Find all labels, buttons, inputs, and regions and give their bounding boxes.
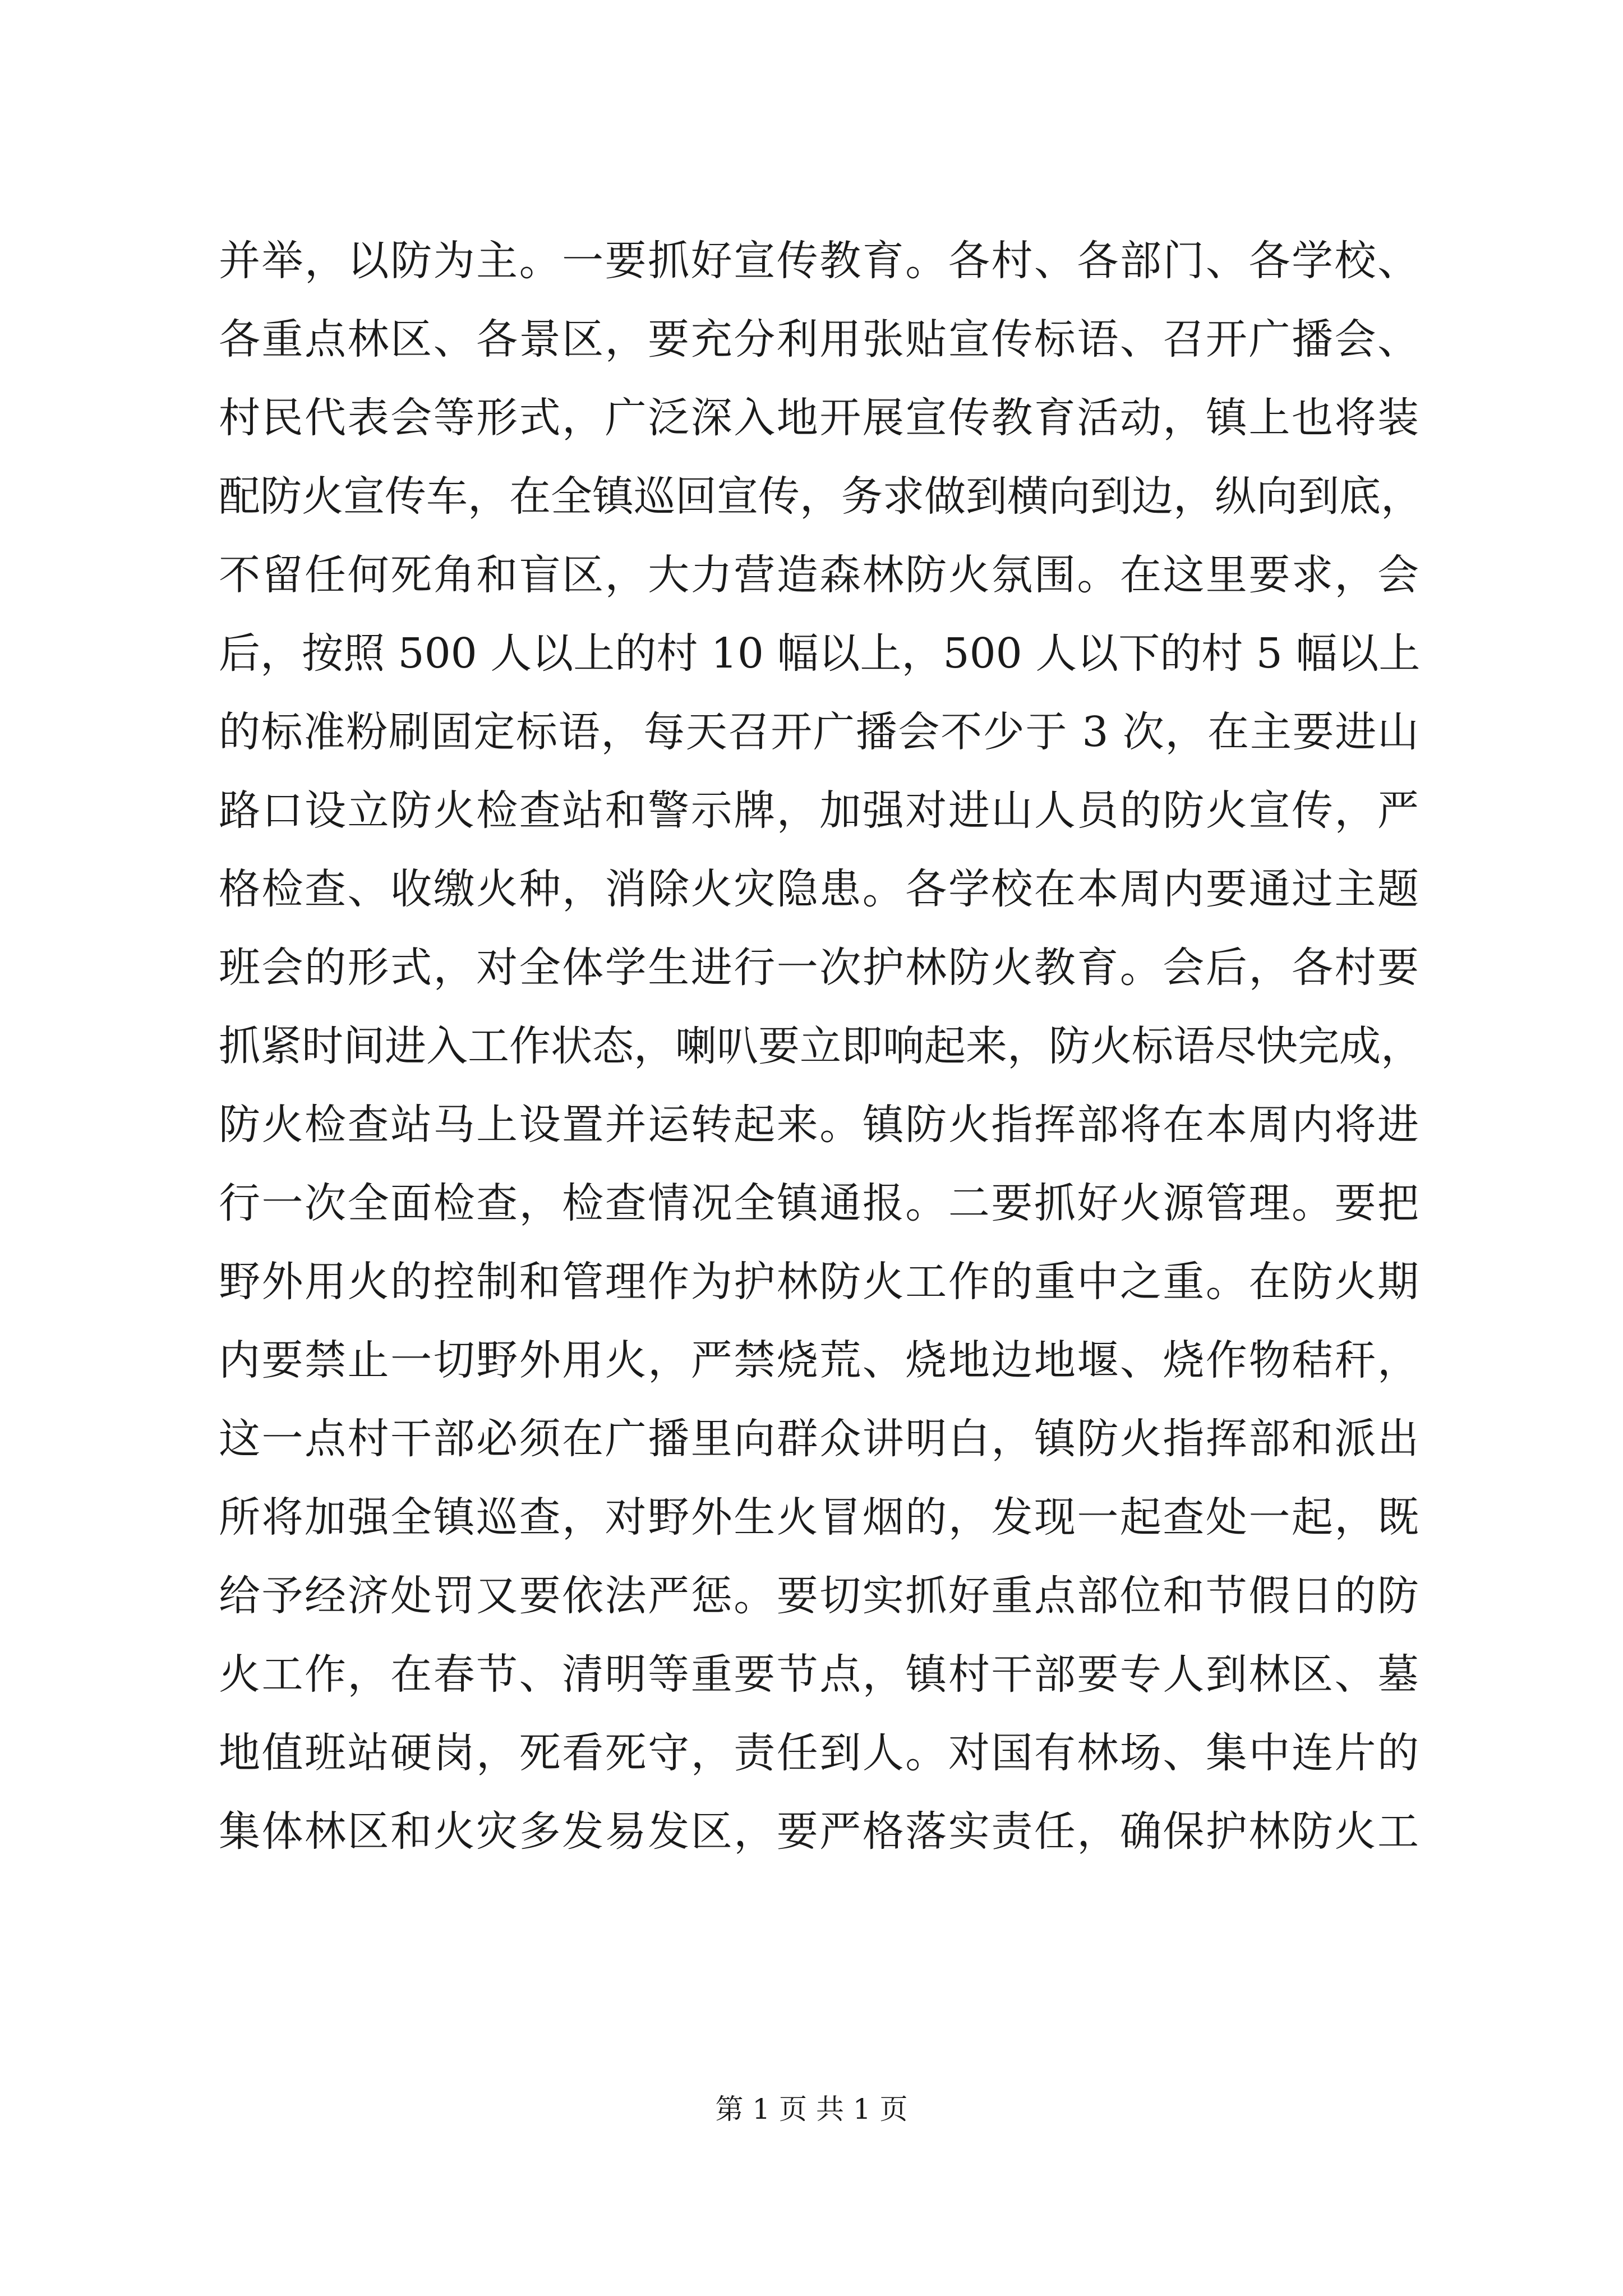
text-line: 格检查、收缴火种，消除火灾隐患。各学校在本周内要通过主题 <box>219 865 1419 913</box>
text-line: 内要禁止一切野外用火，严禁烧荒、烧地边地堰、烧作物秸秆， <box>219 1336 1419 1384</box>
text-line: 班会的形式，对全体学生进行一次护林防火教育。会后，各村要 <box>219 944 1419 992</box>
text-line: 的标准粉刷固定标语，每天召开广播会不少于 3 次，在主要进山 <box>219 708 1419 756</box>
text-line: 并举，以防为主。一要抓好宣传教育。各村、各部门、各学校、 <box>219 237 1419 285</box>
text-line: 不留任何死角和盲区，大力营造森林防火氛围。在这里要求，会 <box>219 551 1419 599</box>
text-line: 行一次全面检查，检查情况全镇通报。二要抓好火源管理。要把 <box>219 1179 1419 1227</box>
text-line: 这一点村干部必须在广播里向群众讲明白，镇防火指挥部和派出 <box>219 1415 1419 1463</box>
text-line: 地值班站硬岗，死看死守，责任到人。对国有林场、集中连片的 <box>219 1729 1419 1777</box>
page-number-footer: 第 1 页 共 1 页 <box>715 2093 908 2125</box>
text-line: 防火检查站马上设置并运转起来。镇防火指挥部将在本周内将进 <box>219 1101 1419 1149</box>
body-paragraph <box>219 222 1422 1871</box>
text-line: 各重点林区、各景区，要充分利用张贴宣传标语、召开广播会、 <box>219 315 1419 364</box>
text-line: 给予经济处罚又要依法严惩。要切实抓好重点部位和节假日的防 <box>219 1572 1419 1620</box>
text-line: 后，按照 500 人以上的村 10 幅以上，500 人以下的村 5 幅以上 <box>219 629 1421 678</box>
text-line: 配防火宣传车，在全镇巡回宣传，务求做到横向到边，纵向到底， <box>219 472 1422 521</box>
text-line: 路口设立防火检查站和警示牌，加强对进山人员的防火宣传，严 <box>219 786 1419 835</box>
text-line: 火工作，在春节、清明等重要节点，镇村干部要专人到林区、墓 <box>219 1650 1419 1699</box>
text-line: 抓紧时间进入工作状态，喇叭要立即响起来，防火标语尽快完成， <box>219 1022 1422 1070</box>
text-line: 村民代表会等形式，广泛深入地开展宣传教育活动，镇上也将装 <box>219 394 1419 442</box>
text-line: 所将加强全镇巡查，对野外生火冒烟的，发现一起查处一起，既 <box>219 1493 1419 1542</box>
text-line: 野外用火的控制和管理作为护林防火工作的重中之重。在防火期 <box>219 1258 1419 1306</box>
text-line: 集体林区和火灾多发易发区，要严格落实责任，确保护林防火工 <box>219 1807 1419 1856</box>
